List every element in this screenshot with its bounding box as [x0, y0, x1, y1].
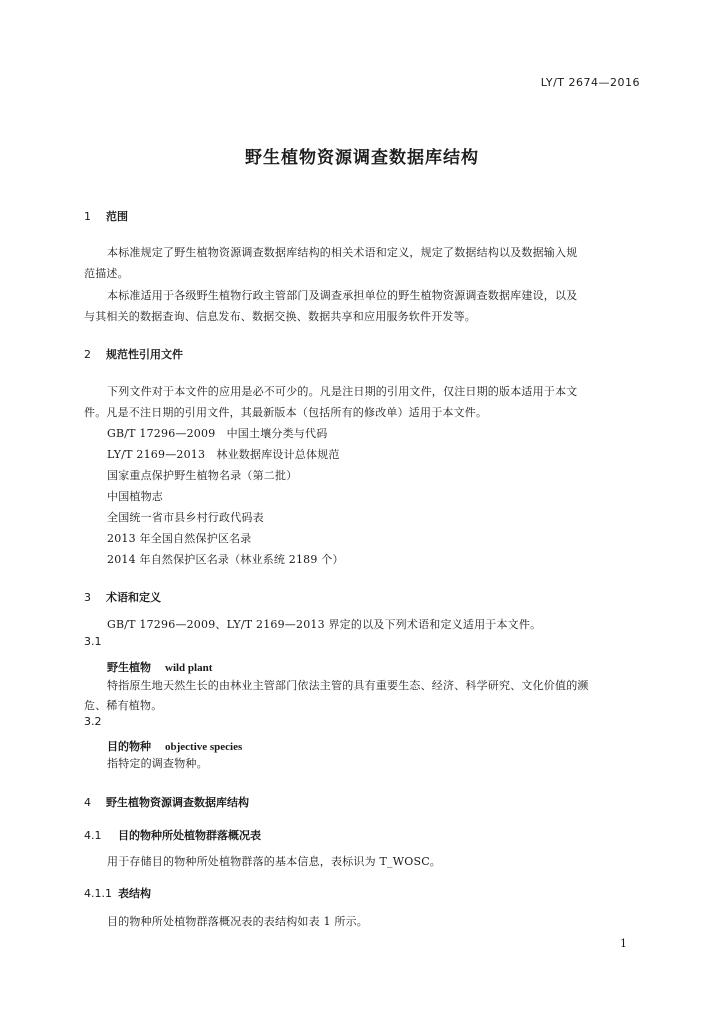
- section-4-1-1-title: 表结构: [118, 887, 151, 900]
- section-4-1-title: 目的物种所处植物群落概况表: [118, 829, 261, 842]
- section-2-heading: [84, 346, 183, 362]
- section-3-title: 术语和定义: [106, 591, 161, 604]
- section-1-para-2-line-1: 本标准适用于各级野生植物行政主管部门及调查承担单位的野生植物资源调查数据库建设，以及: [107, 289, 578, 302]
- section-2-number: 2: [84, 348, 91, 361]
- reference-item: 中国植物志: [107, 490, 163, 503]
- reference-item: LY/T 2169—2013 林业数据库设计总体规范: [107, 448, 340, 461]
- section-4-1-1-text: 目的物种所处植物群落概况表的表结构如表 1 所示。: [107, 915, 368, 928]
- section-1-para-2-line-2: 与其相关的数据查询、信息发布、数据交换、数据共享和应用服务软件开发等。: [84, 310, 476, 323]
- section-1-para-1-line-1: 本标准规定了野生植物资源调查数据库结构的相关术语和定义，规定了数据结构以及数据输入规: [107, 246, 578, 259]
- document-title: 野生植物资源调查数据库结构: [245, 148, 479, 168]
- standard-code: LY/T 2674—2016: [540, 76, 640, 89]
- term-2-chinese: 目的物种: [107, 740, 151, 753]
- section-1-heading: [84, 208, 128, 224]
- section-4-1-text: 用于存储目的物种所处植物群落的基本信息，表标识为 T_WOSC。: [107, 855, 442, 868]
- section-1-number: 1: [84, 210, 91, 223]
- term-2-definition: 指特定的调查物种。: [107, 757, 208, 770]
- section-1-title: 范围: [106, 210, 128, 223]
- section-4-1-1-heading: [84, 885, 151, 901]
- term-1-definition-line-2: 危、稀有植物。: [84, 699, 163, 712]
- section-2-para-line-1: 下列文件对于本文件的应用是必不可少的。凡是注日期的引用文件，仅注日期的版本适用于本文: [107, 385, 578, 398]
- term-1-chinese: 野生植物: [107, 661, 151, 674]
- section-4-heading: [84, 794, 249, 810]
- term-2-number: 3.2: [84, 715, 102, 728]
- section-2-para-line-2: 件。凡是不注日期的引用文件，其最新版本（包括所有的修改单）适用于本文件。: [84, 406, 488, 419]
- reference-item: GB/T 17296—2009 中国土壤分类与代码: [107, 427, 328, 440]
- section-2-title: 规范性引用文件: [106, 348, 183, 361]
- section-3-number: 3: [84, 591, 91, 604]
- section-1-para-1-line-2: 范描述。: [84, 267, 129, 280]
- section-4-number: 4: [84, 796, 91, 809]
- reference-item: 2014 年自然保护区名录（林业系统 2189 个）: [107, 553, 344, 566]
- term-1-definition-line-1: 特指原生地天然生长的由林业主管部门依法主管的具有重要生态、经济、科学研究、文化价值的濒: [107, 679, 589, 692]
- section-3-heading: [84, 589, 161, 605]
- section-4-1-heading: [84, 827, 261, 843]
- term-2-heading: [107, 735, 242, 754]
- section-4-title: 野生植物资源调查数据库结构: [106, 796, 249, 809]
- page-number: 1: [620, 937, 627, 950]
- reference-item: 国家重点保护野生植物名录（第二批）: [107, 469, 298, 482]
- term-1-heading: [107, 656, 212, 675]
- term-2-english: objective species: [165, 741, 243, 753]
- section-3-intro: GB/T 17296—2009、LY/T 2169—2013 界定的以及下列术语和定义适用于本文件。: [107, 618, 542, 631]
- term-1-english: wild plant: [165, 662, 213, 674]
- section-4-1-1-number: 4.1.1: [84, 887, 112, 900]
- section-4-1-number: 4.1: [84, 829, 102, 842]
- term-1-number: 3.1: [84, 635, 102, 648]
- reference-item: 全国统一省市县乡村行政代码表: [107, 511, 264, 524]
- reference-item: 2013 年全国自然保护区名录: [107, 532, 252, 545]
